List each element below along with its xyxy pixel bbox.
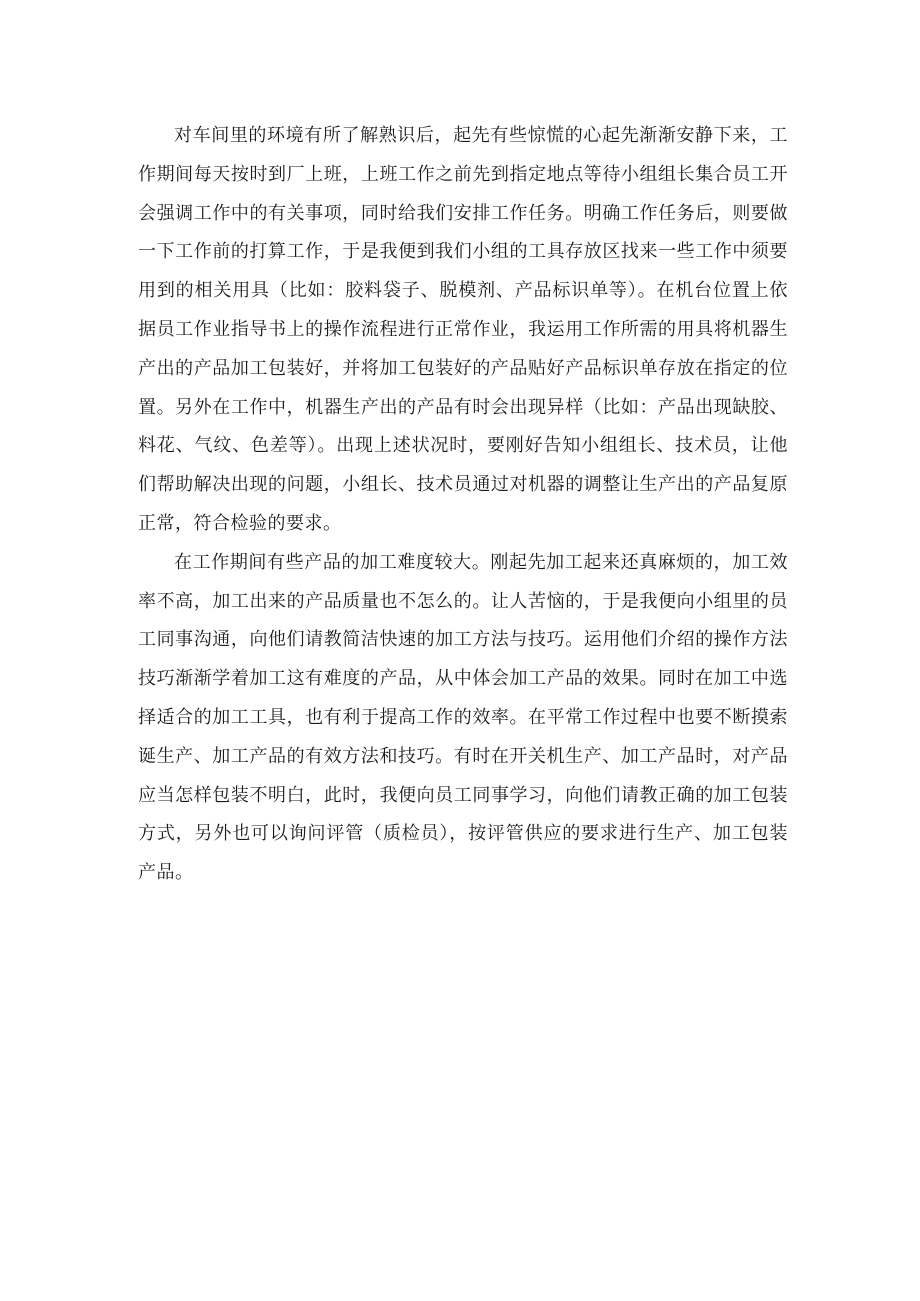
document-body	[138, 117, 788, 893]
paragraph-2: 在工作期间有些产品的加工难度较大。刚起先加工起来还真麻烦的，加工效率不高，加工出来的产品质量也不怎么的。让人苦恼的，于是我便向小组里的员工同事沟通，向他们请教简洁快速的加工方法与技巧。运用他们介绍的操作方法技巧渐渐学着加工这有难度的产品，从中体会加工产品的效果。同时在加工中选择适合的加工工具，也有利于提高工作的效率。在平常工作过程中也要不断摸索诞生产、加工产品的有效方法和技巧。有时在开关机生产、加工产品时，对产品应当怎样包装不明白，此时，我便向员工同事学习，向他们请教正确的加工包装方式，另外也可以询问评管（质检员），按评管供应的要求进行生产、加工包装产品。	[138, 551, 788, 884]
paragraph-1: 对车间里的环境有所了解熟识后，起先有些惊慌的心起先渐渐安静下来，工作期间每天按时到厂上班，上班工作之前先到指定地点等待小组组长集合员工开会强调工作中的有关事项，同时给我们安排工作任务。明确工作任务后，则要做一下工作前的打算工作，于是我便到我们小组的工具存放区找来一些工作中须要用到的相关用具（比如：胶料袋子、脱模剂、产品标识单等）。在机台位置上依据员工作业指导书上的操作流程进行正常作业，我运用工作所需的用具将机器生产出的产品加工包装好，并将加工包装好的产品贴好产品标识单存放在指定的位置。另外在工作中，机器生产出的产品有时会出现异样（比如：产品出现缺胶、料花、气纹、色差等）。出现上述状况时，要刚好告知小组组长、技术员，让他们帮助解决出现的问题，小组长、技术员通过对机器的调整让生产出的产品复原正常，符合检验的要求。	[138, 125, 788, 534]
